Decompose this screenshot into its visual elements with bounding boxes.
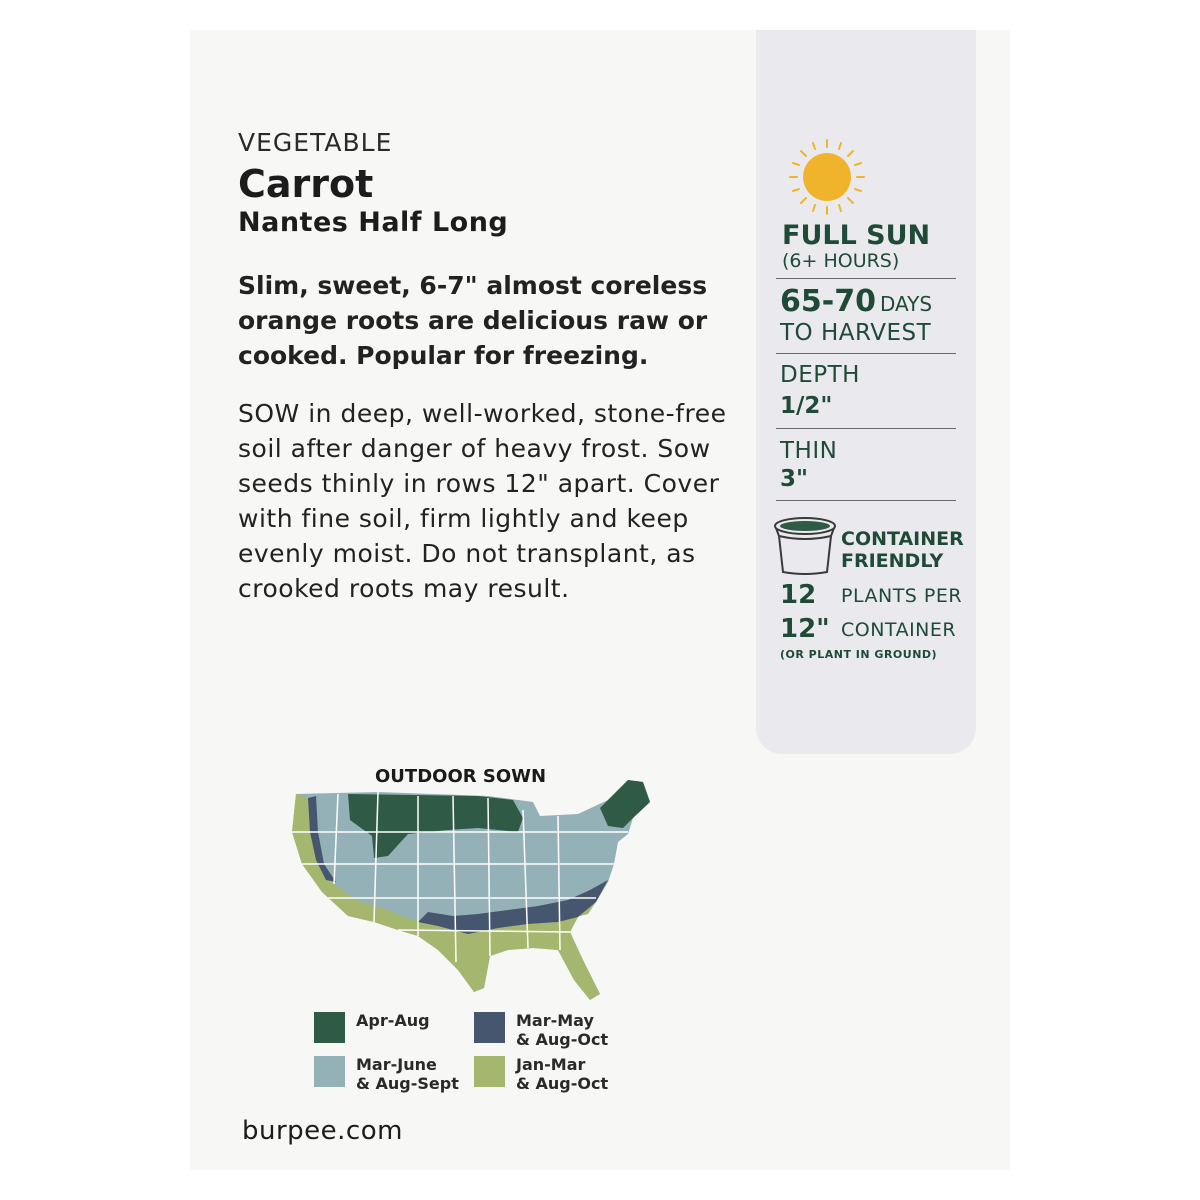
depth-label: DEPTH: [780, 362, 860, 388]
us-planting-zone-map: [278, 772, 658, 1008]
thin-value: 3": [780, 466, 808, 492]
plant-name: Carrot: [238, 162, 374, 206]
thin-label: THIN: [780, 438, 838, 464]
container-line-2: FRIENDLY: [841, 550, 944, 572]
legend-swatch-mar-may: [474, 1012, 505, 1043]
legend-line: Mar-May: [516, 1011, 594, 1030]
to-harvest-label: TO HARVEST: [780, 320, 932, 346]
days-label: DAYS: [880, 292, 933, 316]
container-friendly-label: [841, 528, 964, 572]
legend-label: [516, 1011, 608, 1049]
legend-label: [356, 1055, 459, 1093]
divider: [776, 428, 956, 429]
category-label: VEGETABLE: [238, 128, 393, 157]
divider: [776, 278, 956, 279]
container-line-1: CONTAINER: [841, 528, 964, 550]
legend-label: [516, 1055, 608, 1093]
sun-requirement: FULL SUN: [782, 220, 931, 251]
sowing-instructions: SOW in deep, well-worked, stone-free soil after danger of heavy frost. Sow seeds thinly in rows 12" apart. Cover with fine soil, firm lightly and keep evenly moist. Do not transplant, as crooked roots may result.: [238, 399, 727, 603]
legend-line: Apr-Aug: [356, 1011, 430, 1030]
sun-icon: [788, 138, 866, 216]
legend-label: [356, 1011, 430, 1030]
plants-per-label: PLANTS PER: [841, 585, 963, 607]
sun-hours: (6+ HOURS): [782, 250, 900, 272]
map-title: OUTDOOR SOWN: [375, 766, 547, 787]
legend-line: & Aug-Oct: [516, 1030, 609, 1049]
description-text: Slim, sweet, 6-7" almost coreless orange roots are delicious raw or cooked. Popular for freezing.: [238, 271, 708, 370]
legend-line: & Aug-Sept: [356, 1074, 459, 1093]
container-label: CONTAINER: [841, 619, 957, 641]
legend-swatch-jan-mar: [474, 1056, 505, 1087]
depth-value: 1/2": [780, 393, 833, 419]
container-pot-icon: [772, 514, 838, 576]
legend-swatch-apr-aug: [314, 1012, 345, 1043]
legend-line: Mar-June: [356, 1055, 437, 1074]
days-to-harvest-value: 65-70: [780, 284, 876, 319]
container-size-value: 12": [780, 614, 830, 644]
variety-name: Nantes Half Long: [238, 207, 509, 238]
legend-line: & Aug-Oct: [516, 1074, 609, 1093]
legend-swatch-mar-june: [314, 1056, 345, 1087]
divider: [776, 500, 956, 501]
plants-per-container-value: 12: [780, 580, 817, 610]
website-url: burpee.com: [242, 1116, 403, 1146]
legend-line: Jan-Mar: [516, 1055, 586, 1074]
divider: [776, 353, 956, 354]
ground-note: (OR PLANT IN GROUND): [780, 648, 938, 661]
